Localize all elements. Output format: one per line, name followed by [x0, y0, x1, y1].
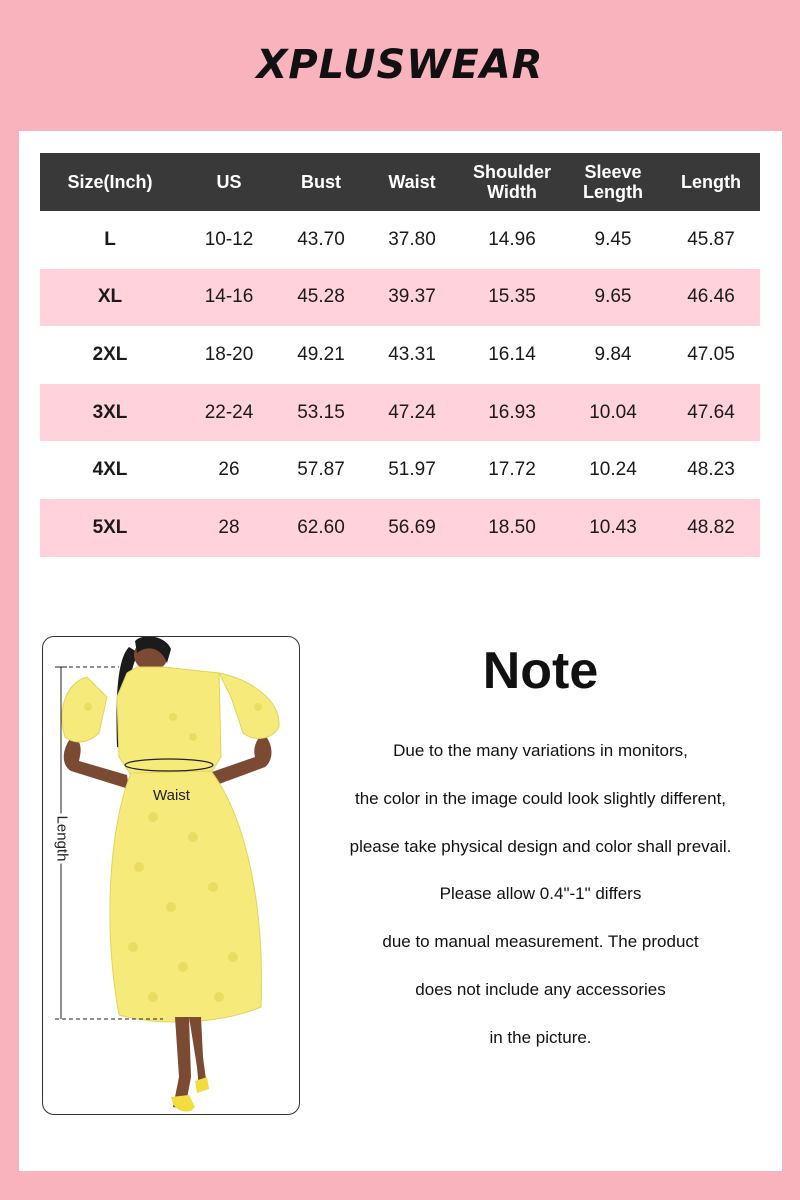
table-cell: 18-20	[180, 326, 278, 384]
header-shoulder-width: Shoulder Width	[460, 153, 564, 211]
table-cell: 51.97	[364, 441, 460, 499]
table-cell: 14-16	[180, 269, 278, 327]
table-cell: XL	[40, 269, 180, 327]
note-line: the color in the image could look slightly different,	[354, 788, 727, 808]
table-cell: 3XL	[40, 384, 180, 442]
table-row	[40, 211, 760, 269]
table-row	[40, 269, 760, 327]
table-cell: 48.82	[662, 499, 760, 557]
table-cell: 16.14	[460, 326, 564, 384]
table-cell: 26	[180, 441, 278, 499]
note-line: due to manual measurement. The product	[382, 932, 699, 952]
table-cell: 45.28	[278, 269, 364, 327]
header-sleeve-length: Sleeve Length	[564, 153, 662, 211]
note-text	[299, 741, 782, 1076]
table-cell: 5XL	[40, 499, 180, 557]
size-table	[40, 153, 760, 557]
note-line: Please allow 0.4"-1" differs	[439, 884, 642, 904]
brand-name: XPLUSWEAR	[256, 42, 544, 88]
table-row	[40, 326, 760, 384]
table-cell: 45.87	[662, 211, 760, 269]
table-cell: 49.21	[278, 326, 364, 384]
table-cell: 62.60	[278, 499, 364, 557]
model-photo-frame	[42, 636, 300, 1115]
table-row	[40, 441, 760, 499]
length-label: Length	[54, 814, 71, 864]
note-line: please take physical design and color shall prevail.	[349, 836, 732, 856]
table-cell: 43.70	[278, 211, 364, 269]
header-waist: Waist	[364, 153, 460, 211]
table-cell: L	[40, 211, 180, 269]
table-cell: 39.37	[364, 269, 460, 327]
table-cell: 10.04	[564, 384, 662, 442]
table-cell: 10.24	[564, 441, 662, 499]
dress-model-illustration	[43, 637, 299, 1114]
header-length: Length	[662, 153, 760, 211]
header-size: Size(Inch)	[40, 153, 180, 211]
table-cell: 16.93	[460, 384, 564, 442]
table-cell: 47.64	[662, 384, 760, 442]
table-row	[40, 499, 760, 557]
header-us: US	[180, 153, 278, 211]
table-cell: 9.45	[564, 211, 662, 269]
header-bust: Bust	[278, 153, 364, 211]
table-cell: 47.24	[364, 384, 460, 442]
table-cell: 56.69	[364, 499, 460, 557]
table-cell: 43.31	[364, 326, 460, 384]
table-cell: 37.80	[364, 211, 460, 269]
table-header-row	[40, 153, 760, 211]
note-title: Note	[482, 642, 599, 700]
table-cell: 15.35	[460, 269, 564, 327]
note-line: does not include any accessories	[415, 979, 666, 999]
table-cell: 9.65	[564, 269, 662, 327]
table-cell: 46.46	[662, 269, 760, 327]
note-line: in the picture.	[489, 1027, 592, 1047]
size-chart-card	[19, 131, 782, 1171]
table-cell: 10-12	[180, 211, 278, 269]
table-cell: 47.05	[662, 326, 760, 384]
brand-logo	[0, 40, 800, 90]
table-cell: 28	[180, 499, 278, 557]
table-cell: 22-24	[180, 384, 278, 442]
waist-label: Waist	[153, 787, 190, 804]
note-line: Due to the many variations in monitors,	[393, 741, 688, 760]
table-cell: 18.50	[460, 499, 564, 557]
table-cell: 10.43	[564, 499, 662, 557]
table-cell: 2XL	[40, 326, 180, 384]
table-cell: 53.15	[278, 384, 364, 442]
table-cell: 9.84	[564, 326, 662, 384]
table-cell: 14.96	[460, 211, 564, 269]
table-row	[40, 384, 760, 442]
table-cell: 57.87	[278, 441, 364, 499]
table-cell: 17.72	[460, 441, 564, 499]
table-cell: 48.23	[662, 441, 760, 499]
table-cell: 4XL	[40, 441, 180, 499]
